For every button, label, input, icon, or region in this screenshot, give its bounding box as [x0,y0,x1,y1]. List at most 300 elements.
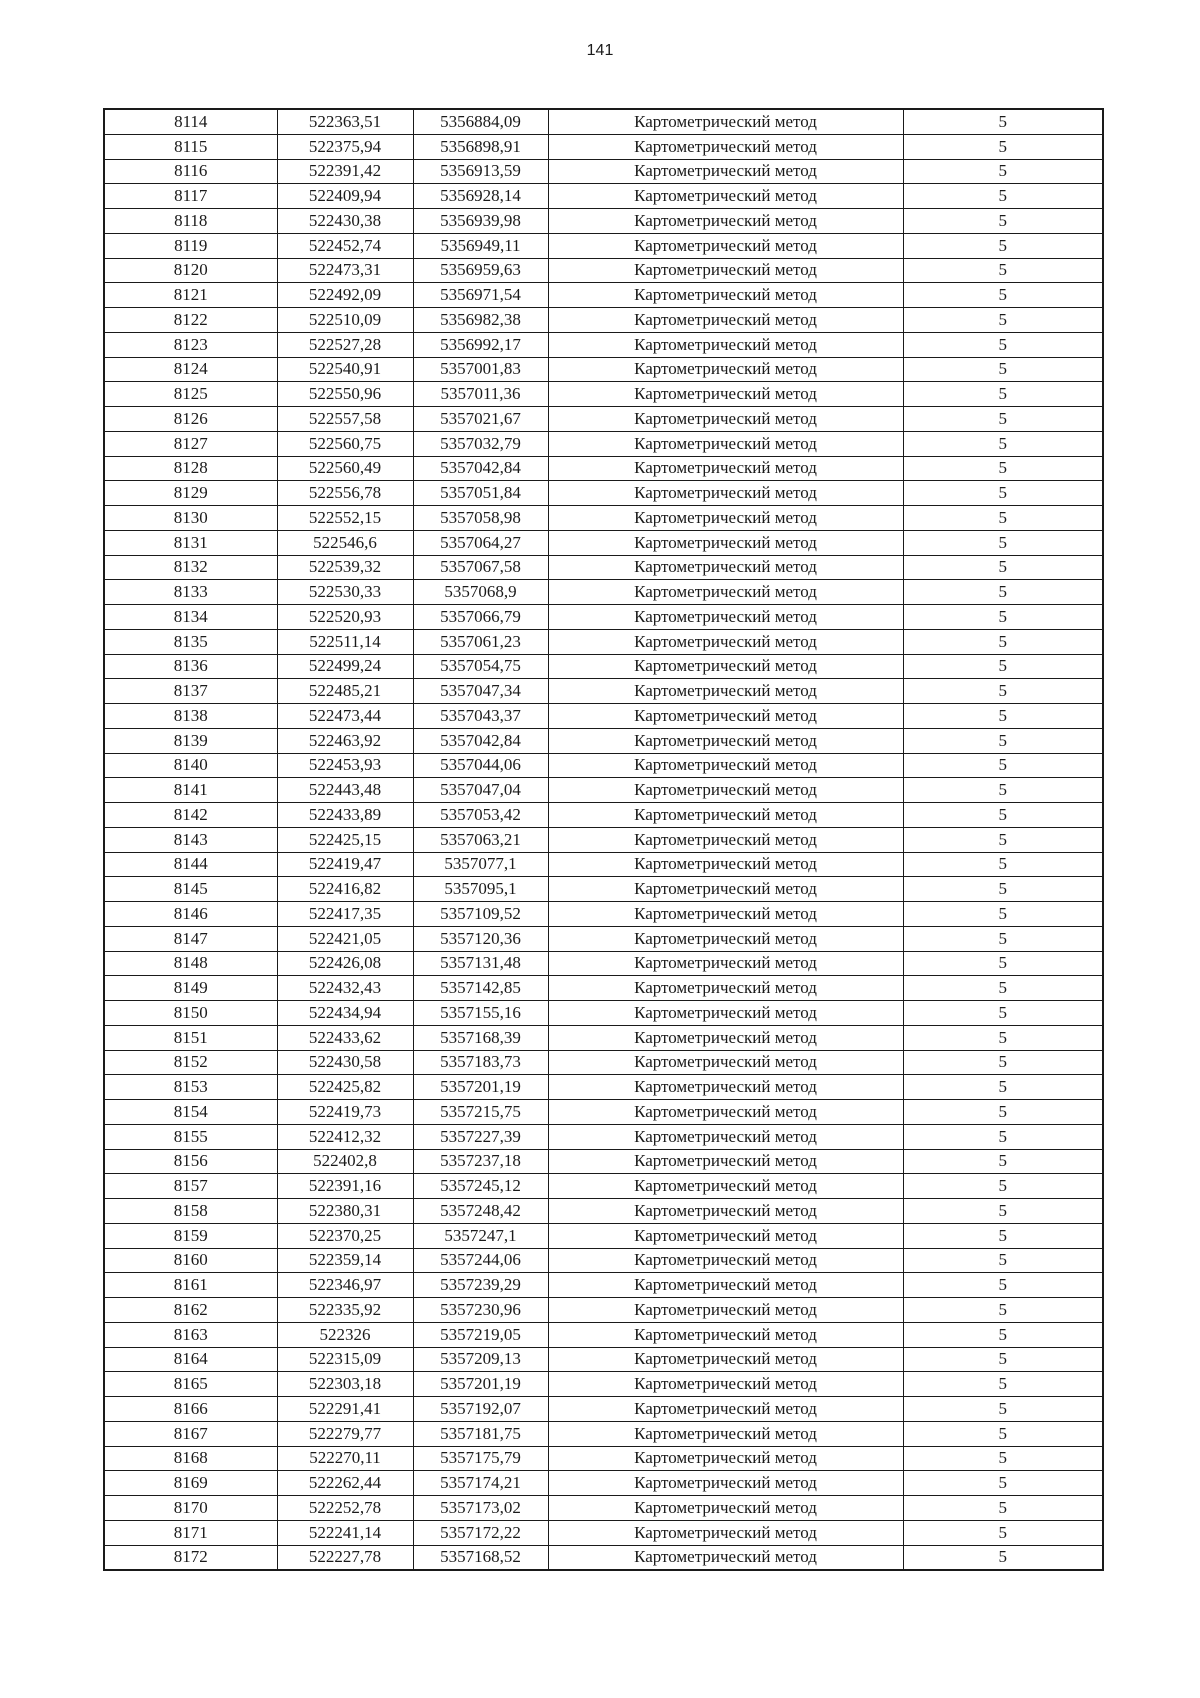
table-row [104,654,1103,679]
accuracy-cell: 5 [903,258,1103,283]
point-number-cell: 8116 [104,159,277,184]
table-row [104,134,1103,159]
table-row [104,1347,1103,1372]
point-number-cell: 8121 [104,283,277,308]
x-coordinate-cell: 522425,15 [277,827,413,852]
point-number-cell: 8138 [104,704,277,729]
accuracy-cell: 5 [903,1347,1103,1372]
table-row [104,704,1103,729]
x-coordinate-cell: 522380,31 [277,1199,413,1224]
method-cell: Картометрический метод [548,1372,903,1397]
method-cell: Картометрический метод [548,1496,903,1521]
table-row [104,1471,1103,1496]
x-coordinate-cell: 522530,33 [277,580,413,605]
accuracy-cell: 5 [903,1421,1103,1446]
method-cell: Картометрический метод [548,506,903,531]
accuracy-cell: 5 [903,803,1103,828]
point-number-cell: 8166 [104,1397,277,1422]
accuracy-cell: 5 [903,184,1103,209]
y-coordinate-cell: 5357248,42 [413,1199,548,1224]
method-cell: Картометрический метод [548,926,903,951]
x-coordinate-cell: 522370,25 [277,1223,413,1248]
x-coordinate-cell: 522560,49 [277,456,413,481]
method-cell: Картометрический метод [548,877,903,902]
y-coordinate-cell: 5357175,79 [413,1446,548,1471]
method-cell: Картометрический метод [548,109,903,134]
method-cell: Картометрический метод [548,1001,903,1026]
accuracy-cell: 5 [903,308,1103,333]
accuracy-cell: 5 [903,629,1103,654]
y-coordinate-cell: 5357174,21 [413,1471,548,1496]
accuracy-cell: 5 [903,506,1103,531]
point-number-cell: 8153 [104,1075,277,1100]
accuracy-cell: 5 [903,1397,1103,1422]
table-row [104,1100,1103,1125]
table-row [104,555,1103,580]
table-row [104,803,1103,828]
method-cell: Картометрический метод [548,1100,903,1125]
accuracy-cell: 5 [903,926,1103,951]
accuracy-cell: 5 [903,134,1103,159]
table-row [104,1322,1103,1347]
coordinates-table [103,108,1104,1571]
x-coordinate-cell: 522557,58 [277,407,413,432]
accuracy-cell: 5 [903,1248,1103,1273]
y-coordinate-cell: 5357053,42 [413,803,548,828]
x-coordinate-cell: 522279,77 [277,1421,413,1446]
y-coordinate-cell: 5357032,79 [413,431,548,456]
y-coordinate-cell: 5357047,04 [413,778,548,803]
y-coordinate-cell: 5357054,75 [413,654,548,679]
method-cell: Картометрический метод [548,1050,903,1075]
accuracy-cell: 5 [903,877,1103,902]
method-cell: Картометрический метод [548,679,903,704]
table-row [104,605,1103,630]
method-cell: Картометрический метод [548,1075,903,1100]
x-coordinate-cell: 522421,05 [277,926,413,951]
y-coordinate-cell: 5357077,1 [413,852,548,877]
accuracy-cell: 5 [903,1223,1103,1248]
y-coordinate-cell: 5357247,1 [413,1223,548,1248]
point-number-cell: 8134 [104,605,277,630]
method-cell: Картометрический метод [548,1223,903,1248]
y-coordinate-cell: 5357168,52 [413,1545,548,1570]
x-coordinate-cell: 522550,96 [277,382,413,407]
point-number-cell: 8117 [104,184,277,209]
method-cell: Картометрический метод [548,852,903,877]
x-coordinate-cell: 522540,91 [277,357,413,382]
x-coordinate-cell: 522433,89 [277,803,413,828]
y-coordinate-cell: 5357067,58 [413,555,548,580]
y-coordinate-cell: 5357227,39 [413,1124,548,1149]
method-cell: Картометрический метод [548,803,903,828]
method-cell: Картометрический метод [548,209,903,234]
method-cell: Картометрический метод [548,382,903,407]
point-number-cell: 8131 [104,530,277,555]
y-coordinate-cell: 5357044,06 [413,753,548,778]
point-number-cell: 8136 [104,654,277,679]
x-coordinate-cell: 522426,08 [277,951,413,976]
table-row [104,877,1103,902]
x-coordinate-cell: 522363,51 [277,109,413,134]
table-row [104,308,1103,333]
x-coordinate-cell: 522252,78 [277,1496,413,1521]
table-row [104,233,1103,258]
x-coordinate-cell: 522291,41 [277,1397,413,1422]
method-cell: Картометрический метод [548,431,903,456]
accuracy-cell: 5 [903,1025,1103,1050]
page-number: 141 [586,42,614,59]
accuracy-cell: 5 [903,1372,1103,1397]
x-coordinate-cell: 522416,82 [277,877,413,902]
y-coordinate-cell: 5357168,39 [413,1025,548,1050]
x-coordinate-cell: 522433,62 [277,1025,413,1050]
y-coordinate-cell: 5357042,84 [413,728,548,753]
method-cell: Картометрический метод [548,629,903,654]
method-cell: Картометрический метод [548,1347,903,1372]
point-number-cell: 8124 [104,357,277,382]
point-number-cell: 8142 [104,803,277,828]
accuracy-cell: 5 [903,1149,1103,1174]
accuracy-cell: 5 [903,679,1103,704]
y-coordinate-cell: 5357051,84 [413,481,548,506]
y-coordinate-cell: 5356928,14 [413,184,548,209]
method-cell: Картометрический метод [548,159,903,184]
point-number-cell: 8132 [104,555,277,580]
point-number-cell: 8163 [104,1322,277,1347]
x-coordinate-cell: 522511,14 [277,629,413,654]
x-coordinate-cell: 522335,92 [277,1298,413,1323]
point-number-cell: 8140 [104,753,277,778]
x-coordinate-cell: 522463,92 [277,728,413,753]
table-row [104,382,1103,407]
method-cell: Картометрический метод [548,1174,903,1199]
table-row [104,357,1103,382]
table-row [104,728,1103,753]
method-cell: Картометрический метод [548,283,903,308]
point-number-cell: 8144 [104,852,277,877]
y-coordinate-cell: 5357244,06 [413,1248,548,1273]
x-coordinate-cell: 522539,32 [277,555,413,580]
accuracy-cell: 5 [903,357,1103,382]
table-row [104,679,1103,704]
y-coordinate-cell: 5357142,85 [413,976,548,1001]
method-cell: Картометрический метод [548,1322,903,1347]
table-row [104,1124,1103,1149]
point-number-cell: 8149 [104,976,277,1001]
point-number-cell: 8154 [104,1100,277,1125]
point-number-cell: 8137 [104,679,277,704]
x-coordinate-cell: 522452,74 [277,233,413,258]
point-number-cell: 8115 [104,134,277,159]
table-row [104,1199,1103,1224]
point-number-cell: 8155 [104,1124,277,1149]
accuracy-cell: 5 [903,530,1103,555]
accuracy-cell: 5 [903,1100,1103,1125]
x-coordinate-cell: 522473,44 [277,704,413,729]
table-row [104,1273,1103,1298]
accuracy-cell: 5 [903,1075,1103,1100]
point-number-cell: 8171 [104,1520,277,1545]
y-coordinate-cell: 5356971,54 [413,283,548,308]
point-number-cell: 8123 [104,332,277,357]
point-number-cell: 8130 [104,506,277,531]
y-coordinate-cell: 5357131,48 [413,951,548,976]
point-number-cell: 8145 [104,877,277,902]
table-row [104,332,1103,357]
method-cell: Картометрический метод [548,1545,903,1570]
point-number-cell: 8172 [104,1545,277,1570]
method-cell: Картометрический метод [548,530,903,555]
table-row [104,258,1103,283]
method-cell: Картометрический метод [548,728,903,753]
accuracy-cell: 5 [903,1446,1103,1471]
method-cell: Картометрический метод [548,1520,903,1545]
point-number-cell: 8120 [104,258,277,283]
point-number-cell: 8128 [104,456,277,481]
y-coordinate-cell: 5357245,12 [413,1174,548,1199]
point-number-cell: 8170 [104,1496,277,1521]
accuracy-cell: 5 [903,159,1103,184]
point-number-cell: 8169 [104,1471,277,1496]
point-number-cell: 8133 [104,580,277,605]
method-cell: Картометрический метод [548,580,903,605]
point-number-cell: 8162 [104,1298,277,1323]
y-coordinate-cell: 5357047,34 [413,679,548,704]
table-row [104,506,1103,531]
y-coordinate-cell: 5357173,02 [413,1496,548,1521]
accuracy-cell: 5 [903,951,1103,976]
table-row [104,159,1103,184]
x-coordinate-cell: 522391,42 [277,159,413,184]
accuracy-cell: 5 [903,778,1103,803]
method-cell: Картометрический метод [548,605,903,630]
point-number-cell: 8143 [104,827,277,852]
method-cell: Картометрический метод [548,1273,903,1298]
accuracy-cell: 5 [903,481,1103,506]
point-number-cell: 8165 [104,1372,277,1397]
accuracy-cell: 5 [903,902,1103,927]
point-number-cell: 8161 [104,1273,277,1298]
method-cell: Картометрический метод [548,902,903,927]
method-cell: Картометрический метод [548,1248,903,1273]
table-row [104,852,1103,877]
table-row [104,456,1103,481]
accuracy-cell: 5 [903,728,1103,753]
method-cell: Картометрический метод [548,827,903,852]
x-coordinate-cell: 522485,21 [277,679,413,704]
accuracy-cell: 5 [903,1001,1103,1026]
y-coordinate-cell: 5356884,09 [413,109,548,134]
x-coordinate-cell: 522453,93 [277,753,413,778]
table-row [104,1050,1103,1075]
method-cell: Картометрический метод [548,1298,903,1323]
accuracy-cell: 5 [903,1050,1103,1075]
y-coordinate-cell: 5357042,84 [413,456,548,481]
y-coordinate-cell: 5357063,21 [413,827,548,852]
table-row [104,283,1103,308]
x-coordinate-cell: 522241,14 [277,1520,413,1545]
x-coordinate-cell: 522315,09 [277,1347,413,1372]
table-row [104,1397,1103,1422]
accuracy-cell: 5 [903,580,1103,605]
coordinates-table-container [103,108,1102,1571]
point-number-cell: 8139 [104,728,277,753]
x-coordinate-cell: 522492,09 [277,283,413,308]
x-coordinate-cell: 522346,97 [277,1273,413,1298]
x-coordinate-cell: 522412,32 [277,1124,413,1149]
method-cell: Картометрический метод [548,704,903,729]
y-coordinate-cell: 5357201,19 [413,1372,548,1397]
x-coordinate-cell: 522326 [277,1322,413,1347]
x-coordinate-cell: 522546,6 [277,530,413,555]
point-number-cell: 8156 [104,1149,277,1174]
table-row [104,184,1103,209]
table-row [104,1372,1103,1397]
point-number-cell: 8148 [104,951,277,976]
table-row [104,407,1103,432]
x-coordinate-cell: 522419,47 [277,852,413,877]
y-coordinate-cell: 5357120,36 [413,926,548,951]
method-cell: Картометрический метод [548,1149,903,1174]
y-coordinate-cell: 5357001,83 [413,357,548,382]
table-row [104,1001,1103,1026]
table-row [104,1520,1103,1545]
y-coordinate-cell: 5356982,38 [413,308,548,333]
x-coordinate-cell: 522419,73 [277,1100,413,1125]
point-number-cell: 8119 [104,233,277,258]
table-row [104,1421,1103,1446]
table-row [104,1075,1103,1100]
y-coordinate-cell: 5357215,75 [413,1100,548,1125]
table-row [104,926,1103,951]
y-coordinate-cell: 5357021,67 [413,407,548,432]
method-cell: Картометрический метод [548,332,903,357]
x-coordinate-cell: 522270,11 [277,1446,413,1471]
accuracy-cell: 5 [903,1199,1103,1224]
accuracy-cell: 5 [903,332,1103,357]
x-coordinate-cell: 522303,18 [277,1372,413,1397]
method-cell: Картометрический метод [548,1446,903,1471]
method-cell: Картометрический метод [548,1397,903,1422]
point-number-cell: 8157 [104,1174,277,1199]
accuracy-cell: 5 [903,1124,1103,1149]
method-cell: Картометрический метод [548,1471,903,1496]
x-coordinate-cell: 522262,44 [277,1471,413,1496]
x-coordinate-cell: 522375,94 [277,134,413,159]
point-number-cell: 8158 [104,1199,277,1224]
x-coordinate-cell: 522473,31 [277,258,413,283]
accuracy-cell: 5 [903,283,1103,308]
method-cell: Картометрический метод [548,357,903,382]
x-coordinate-cell: 522434,94 [277,1001,413,1026]
table-row [104,976,1103,1001]
y-coordinate-cell: 5356992,17 [413,332,548,357]
y-coordinate-cell: 5357192,07 [413,1397,548,1422]
x-coordinate-cell: 522499,24 [277,654,413,679]
x-coordinate-cell: 522391,16 [277,1174,413,1199]
x-coordinate-cell: 522409,94 [277,184,413,209]
point-number-cell: 8118 [104,209,277,234]
table-row [104,1446,1103,1471]
accuracy-cell: 5 [903,1545,1103,1570]
method-cell: Картометрический метод [548,258,903,283]
table-row [104,431,1103,456]
x-coordinate-cell: 522402,8 [277,1149,413,1174]
method-cell: Картометрический метод [548,1025,903,1050]
y-coordinate-cell: 5357109,52 [413,902,548,927]
method-cell: Картометрический метод [548,1124,903,1149]
table-row [104,778,1103,803]
table-row [104,1025,1103,1050]
y-coordinate-cell: 5357068,9 [413,580,548,605]
accuracy-cell: 5 [903,1298,1103,1323]
table-body [104,109,1103,1570]
table-row [104,1248,1103,1273]
table-row [104,1174,1103,1199]
accuracy-cell: 5 [903,209,1103,234]
y-coordinate-cell: 5357058,98 [413,506,548,531]
accuracy-cell: 5 [903,654,1103,679]
point-number-cell: 8127 [104,431,277,456]
method-cell: Картометрический метод [548,555,903,580]
point-number-cell: 8168 [104,1446,277,1471]
y-coordinate-cell: 5357201,19 [413,1075,548,1100]
x-coordinate-cell: 522425,82 [277,1075,413,1100]
point-number-cell: 8167 [104,1421,277,1446]
y-coordinate-cell: 5356949,11 [413,233,548,258]
x-coordinate-cell: 522510,09 [277,308,413,333]
accuracy-cell: 5 [903,456,1103,481]
accuracy-cell: 5 [903,1471,1103,1496]
table-row [104,1496,1103,1521]
point-number-cell: 8141 [104,778,277,803]
y-coordinate-cell: 5357230,96 [413,1298,548,1323]
table-row [104,109,1103,134]
y-coordinate-cell: 5357011,36 [413,382,548,407]
point-number-cell: 8122 [104,308,277,333]
point-number-cell: 8160 [104,1248,277,1273]
x-coordinate-cell: 522432,43 [277,976,413,1001]
x-coordinate-cell: 522359,14 [277,1248,413,1273]
accuracy-cell: 5 [903,555,1103,580]
accuracy-cell: 5 [903,1520,1103,1545]
accuracy-cell: 5 [903,233,1103,258]
x-coordinate-cell: 522417,35 [277,902,413,927]
accuracy-cell: 5 [903,605,1103,630]
method-cell: Картометрический метод [548,1421,903,1446]
x-coordinate-cell: 522560,75 [277,431,413,456]
point-number-cell: 8152 [104,1050,277,1075]
x-coordinate-cell: 522552,15 [277,506,413,531]
table-row [104,629,1103,654]
method-cell: Картометрический метод [548,233,903,258]
accuracy-cell: 5 [903,1322,1103,1347]
y-coordinate-cell: 5357237,18 [413,1149,548,1174]
method-cell: Картометрический метод [548,456,903,481]
x-coordinate-cell: 522527,28 [277,332,413,357]
table-row [104,209,1103,234]
table-row [104,481,1103,506]
method-cell: Картометрический метод [548,184,903,209]
y-coordinate-cell: 5357043,37 [413,704,548,729]
accuracy-cell: 5 [903,431,1103,456]
x-coordinate-cell: 522430,38 [277,209,413,234]
accuracy-cell: 5 [903,109,1103,134]
accuracy-cell: 5 [903,1496,1103,1521]
point-number-cell: 8159 [104,1223,277,1248]
accuracy-cell: 5 [903,852,1103,877]
